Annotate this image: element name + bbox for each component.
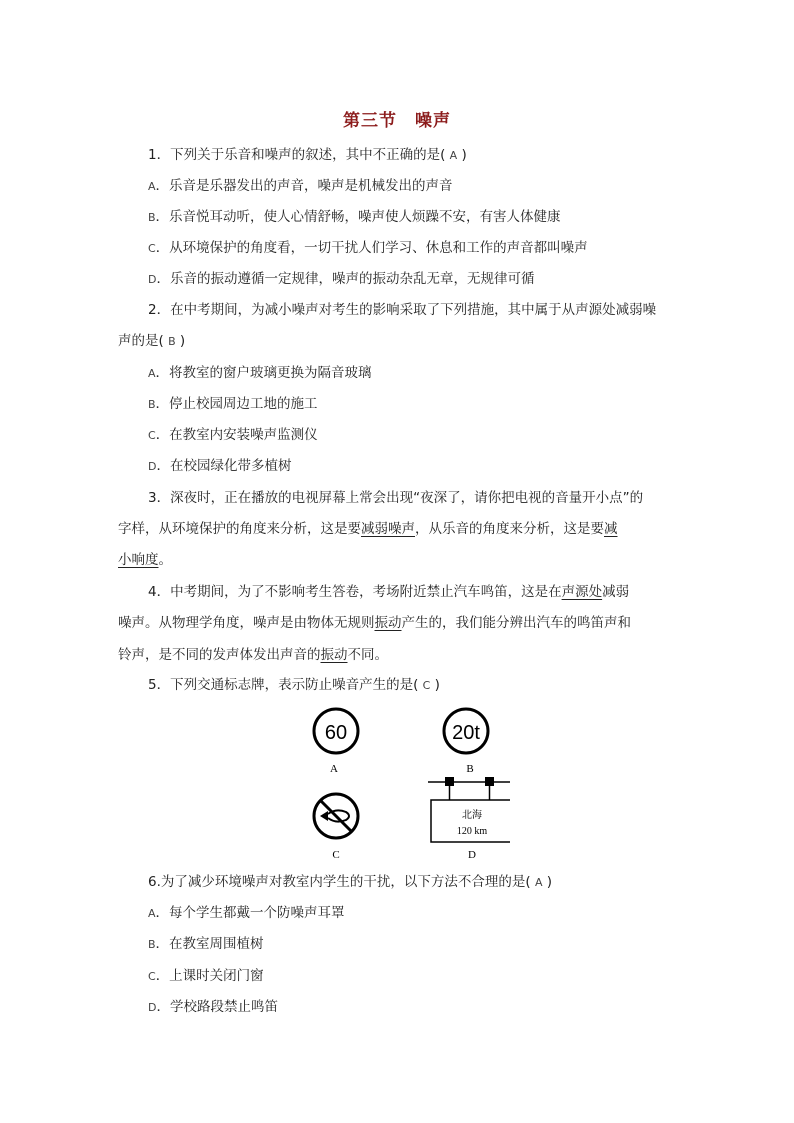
blank-answer: 小响度	[118, 552, 159, 568]
q1-option-a: A．乐音是乐器发出的声音，噪声是机械发出的声音	[148, 178, 453, 194]
question-3-line-3: 小响度。	[118, 552, 172, 568]
sign-a-label: A	[330, 763, 338, 775]
q2-option-d: D．在校园绿化带多植树	[148, 458, 292, 474]
blank-answer: 减弱噪声	[361, 521, 415, 537]
question-6-stem: 6.为了减少环境噪声对教室内学生的干扰，以下方法不合理的是( A )	[148, 874, 553, 890]
question-2-stem: 2．在中考期间，为减小噪声对考生的影响采取了下列措施，其中属于从声源处减弱噪	[148, 302, 657, 318]
q2-option-a: A．将教室的窗户玻璃更换为隔音玻璃	[148, 365, 372, 381]
question-4-line-2: 噪声。从物理学角度，噪声是由物体无规则振动产生的，我们能分辨出汽车的鸣笛声和	[118, 615, 631, 631]
question-1-stem: 1．下列关于乐音和噪声的叙述，其中不正确的是( A )	[148, 147, 467, 163]
question-2-stem-cont: 声的是( B )	[118, 333, 186, 349]
sign-d-distance-text: 120 km	[456, 826, 488, 837]
sign-b-label: B	[466, 763, 474, 775]
question-3-line-2: 字样，从环境保护的角度来分析，这是要减弱噪声，从乐音的角度来分析，这是要减	[118, 521, 618, 537]
question-4-line-1: 4．中考期间，为了不影响考生答卷，考场附近禁止汽车鸣笛，这是在声源处减弱	[148, 584, 630, 600]
blank-answer: 声源处	[561, 584, 603, 600]
q6-option-a: A．每个学生都戴一个防噪声耳罩	[148, 905, 345, 921]
q1-option-b: B．乐音悦耳动听，使人心情舒畅，噪声使人烦躁不安，有害人体健康	[148, 209, 561, 225]
traffic-signs-figure	[300, 704, 510, 866]
sign-d-distance	[428, 777, 510, 861]
answer-2: B	[168, 335, 176, 348]
q6-option-d: D．学校路段禁止鸣笛	[148, 999, 278, 1015]
q2-option-b: B．停止校园周边工地的施工	[148, 396, 318, 412]
question-4-line-3: 铃声，是不同的发声体发出声音的振动不同。	[118, 647, 388, 663]
q2-option-c: C．在教室内安装噪声监测仪	[148, 427, 318, 443]
answer-5: C	[422, 679, 431, 692]
answer-6: A	[534, 876, 543, 889]
q1-option-c: C．从环境保护的角度看，一切干扰人们学习、休息和工作的声音都叫噪声	[148, 240, 588, 256]
answer-1: A	[449, 149, 458, 162]
blank-answer: 振动	[374, 615, 402, 631]
blank-answer: 振动	[320, 647, 348, 663]
page-title: 第三节 噪声	[343, 111, 451, 131]
sign-a-speed-limit	[314, 709, 358, 775]
sign-d-city: 北海	[462, 810, 482, 821]
sign-c-no-horn	[314, 794, 358, 861]
q6-option-b: B．在教室周围植树	[148, 936, 264, 952]
horn-icon	[320, 811, 328, 821]
sign-c-label: C	[332, 849, 340, 861]
q1-option-d: D．乐音的振动遵循一定规律，噪声的振动杂乱无章，无规律可循	[148, 271, 535, 287]
sign-b-weight-limit	[444, 709, 488, 775]
question-3-line-1: 3．深夜时，正在播放的电视屏幕上常会出现“夜深了，请你把电视的音量开小点”的	[148, 490, 644, 506]
q6-option-c: C．上课时关闭门窗	[148, 968, 264, 984]
sign-a-value: 60	[324, 722, 348, 744]
sign-b-value: 20t	[452, 722, 480, 744]
sign-d-label: D	[468, 849, 476, 861]
blank-answer: 减	[604, 521, 618, 537]
question-5-stem: 5．下列交通标志牌，表示防止噪音产生的是( C )	[148, 677, 440, 693]
